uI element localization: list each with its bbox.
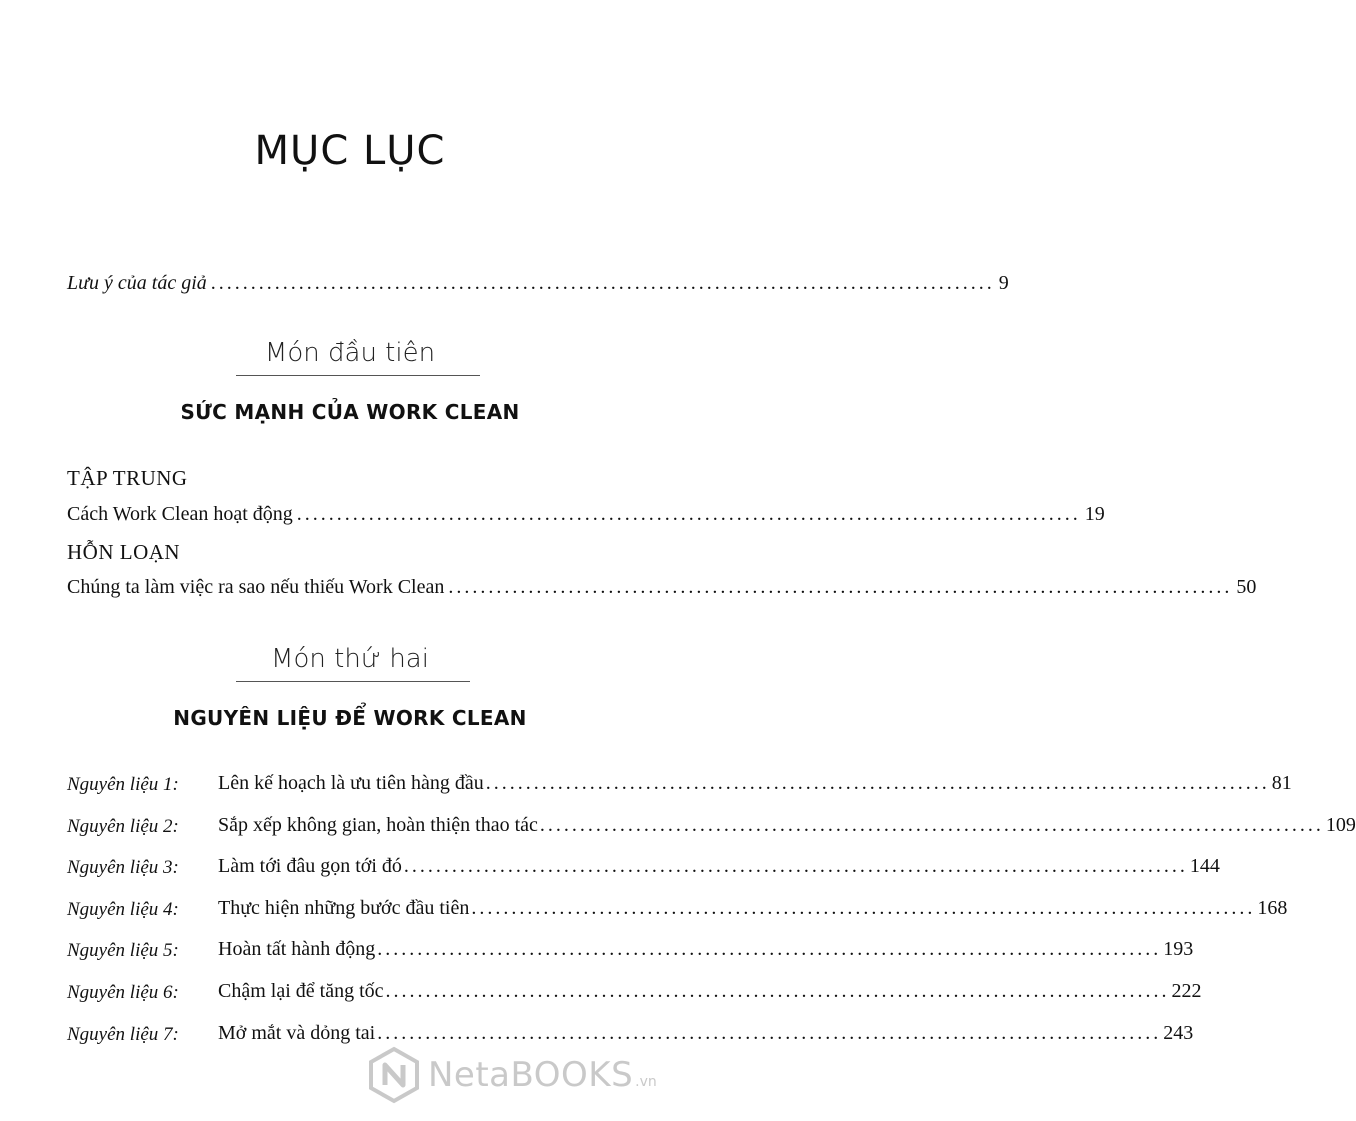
toc-page-number: 222 (1171, 980, 1202, 1002)
toc-leader-dots: .................................................................................................. (539, 814, 1324, 836)
toc-page-number: 193 (1163, 938, 1194, 960)
chapter-heading-chaos: HỖN LOẠN (67, 540, 181, 564)
toc-entry-text: Hoàn tất hành động (218, 938, 376, 960)
toc-leader-dots: .................................................................................................. (296, 503, 1081, 525)
toc-entry-chapter-1[interactable] (67, 503, 1105, 526)
toc-entry-ingredient-3[interactable] (218, 855, 1220, 878)
ingredient-label-2: Nguyên liệu 2: (67, 816, 179, 837)
toc-page-number: 144 (1189, 855, 1220, 877)
ingredient-label-1: Nguyên liệu 1: (67, 774, 179, 795)
toc-page-number: 243 (1163, 1022, 1194, 1044)
toc-entry-text: Làm tới đâu gọn tới đó (218, 855, 402, 877)
toc-leader-dots: .................................................................................................. (403, 855, 1188, 877)
netabooks-logo-icon (368, 1047, 420, 1103)
chapter-heading-focus: TẬP TRUNG (67, 466, 188, 490)
toc-page-number: 109 (1325, 814, 1356, 836)
toc-leader-dots: .................................................................................................. (471, 897, 1256, 919)
toc-leader-dots: .................................................................................................. (385, 980, 1170, 1002)
toc-entry-text: Thực hiện những bước đầu tiên (218, 897, 470, 919)
toc-entry-text: Lên kế hoạch là ưu tiên hàng đầu (218, 772, 484, 794)
watermark-suffix: .vn (635, 1074, 657, 1090)
watermark (368, 1040, 698, 1110)
toc-leader-dots: .................................................................................................. (485, 772, 1270, 794)
toc-entry-text: Cách Work Clean hoạt động (67, 503, 293, 525)
toc-page-number: 50 (1236, 576, 1257, 598)
ingredient-label-4: Nguyên liệu 4: (67, 899, 179, 920)
ingredient-label-5: Nguyên liệu 5: (67, 940, 179, 961)
toc-entry-text: Mở mắt và dỏng tai (218, 1022, 376, 1044)
toc-entry-chapter-2[interactable] (67, 576, 1257, 599)
toc-entry-ingredient-6[interactable] (218, 980, 1202, 1003)
part-divider-2 (236, 681, 470, 682)
page-title: MỤC LỤC (254, 128, 446, 174)
toc-page-number: 19 (1084, 503, 1105, 525)
toc-entry-ingredient-4[interactable] (218, 897, 1288, 920)
toc-leader-dots: .................................................................................................. (448, 576, 1233, 598)
ingredient-label-6: Nguyên liệu 6: (67, 982, 179, 1003)
section-title-2: NGUYÊN LIỆU ĐỂ WORK CLEAN (173, 706, 527, 730)
part-heading-2: Món thứ hai (271, 644, 429, 674)
part-heading-1: Món đầu tiên (264, 338, 436, 368)
toc-page-number: 168 (1257, 897, 1288, 919)
toc-leader-dots: .................................................................................................. (210, 272, 995, 294)
ingredient-label-7: Nguyên liệu 7: (67, 1024, 179, 1045)
ingredient-label-3: Nguyên liệu 3: (67, 857, 179, 878)
toc-page-number: 81 (1271, 772, 1292, 794)
toc-entry-ingredient-1[interactable] (218, 772, 1292, 795)
toc-entry-author-note[interactable] (67, 272, 1009, 295)
toc-entry-ingredient-2[interactable] (218, 814, 1356, 837)
toc-entry-text: Chậm lại để tăng tốc (218, 980, 384, 1002)
watermark-text: NetaBOOKS (428, 1055, 634, 1095)
toc-entry-ingredient-5[interactable] (218, 938, 1194, 961)
toc-page-number: 9 (998, 272, 1009, 294)
part-divider-1 (236, 375, 480, 376)
toc-entry-text: Lưu ý của tác giả (67, 272, 207, 294)
toc-leader-dots: .................................................................................................. (377, 938, 1162, 960)
toc-leader-dots: .................................................................................................. (377, 1022, 1162, 1044)
toc-entry-text: Sắp xếp không gian, hoàn thiện thao tác (218, 814, 538, 836)
section-title-1: SỨC MẠNH CỦA WORK CLEAN (180, 400, 520, 424)
toc-entry-text: Chúng ta làm việc ra sao nếu thiếu Work Clean (67, 576, 445, 598)
